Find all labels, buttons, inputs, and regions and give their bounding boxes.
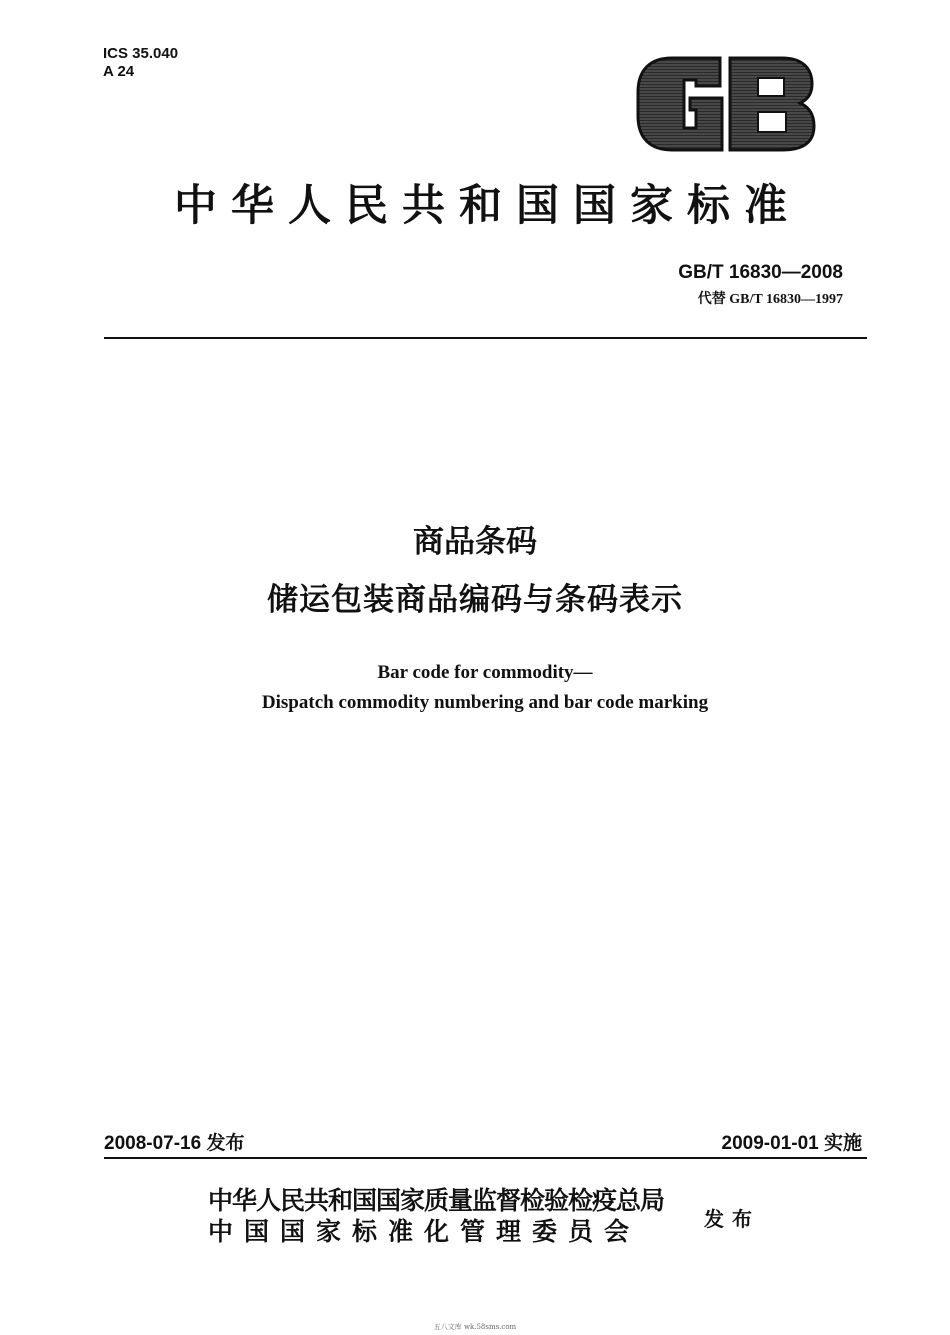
header-divider bbox=[104, 337, 867, 339]
ccs-code: A 24 bbox=[103, 63, 135, 80]
title-zh-line2: 储运包装商品编码与条码表示 bbox=[267, 582, 683, 618]
implementation-date: 2009-01-01 实施 bbox=[721, 1133, 862, 1154]
footer-watermark: 五八文库 wk.58sms.com bbox=[433, 1323, 517, 1331]
footer-divider bbox=[104, 1157, 867, 1159]
gb-logo bbox=[632, 52, 818, 156]
replaces-standard: 代替 GB/T 16830—1997 bbox=[697, 292, 843, 307]
issue-date: 2008-07-16 发布 bbox=[104, 1133, 245, 1154]
title-en-line2: Dispatch commodity numbering and bar code marking bbox=[261, 692, 709, 713]
ics-code: ICS 35.040 bbox=[103, 45, 179, 62]
title-en-line1: Bar code for commodity— bbox=[377, 662, 593, 683]
national-standard-title: 中华人民共和国国家标准 bbox=[174, 181, 801, 231]
publish-label: 发布 bbox=[704, 1207, 760, 1231]
issuer-line2: 中国国家标准化管理委员会 bbox=[208, 1217, 641, 1246]
title-zh-line1: 商品条码 bbox=[413, 524, 537, 560]
standard-number: GB/T 16830—2008 bbox=[678, 262, 843, 283]
issuer-line1: 中华人民共和国国家质量监督检验检疫总局 bbox=[208, 1186, 665, 1215]
